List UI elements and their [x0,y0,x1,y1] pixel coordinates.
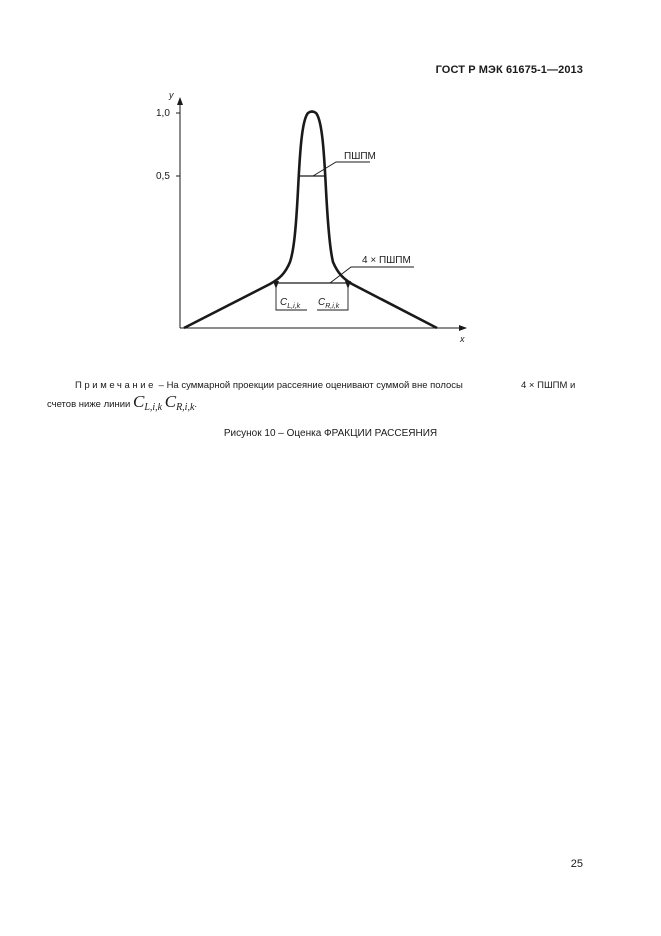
note-c-right-letter: C [164,392,177,411]
c-right-label [318,297,340,310]
note-prefix: Примечание [75,380,156,391]
note-c-right [164,392,198,413]
fwhm-label: ПШПМ [344,151,376,162]
figure-caption: Рисунок 10 – Оценка ФРАКЦИИ РАССЕЯНИЯ [223,428,438,439]
c-right-subscript: R,i,k [325,303,340,310]
note-text: – На суммарной проекции рассеяние оценивают суммой вне полосы [158,380,463,391]
c-left-subscript: L,i,k [287,303,301,310]
note-line2-text: счетов ниже линии [47,399,131,410]
fwtm-leader [330,267,414,283]
c-right-letter: C [318,297,326,308]
scatter-fraction-figure [0,0,661,360]
x-axis-label: x [460,334,465,344]
y-tick-1-label: 1,0 [156,108,170,119]
note-c-left-subscript: L,i,k [144,402,163,413]
page-number: 25 [570,858,583,870]
note-c-left [133,392,162,411]
figure-svg [0,0,661,360]
c-left-letter: C [280,297,288,308]
document-header: ГОСТ Р МЭК 61675-1—2013 [435,64,583,76]
note-end: . [194,399,198,410]
c-left-label [280,297,301,310]
note-line-2 [47,392,197,417]
note-c-left-letter: C [132,392,145,411]
note-c-right-subscript: R,i,k [176,402,195,413]
note-band-text: 4 × ПШПМ и [521,380,576,391]
spread-function-curve [184,112,437,329]
fwtm-label: 4 × ПШПМ [362,255,411,266]
y-axis-label: y [169,90,174,100]
y-tick-05-label: 0,5 [156,171,170,182]
fwhm-leader [313,162,370,176]
